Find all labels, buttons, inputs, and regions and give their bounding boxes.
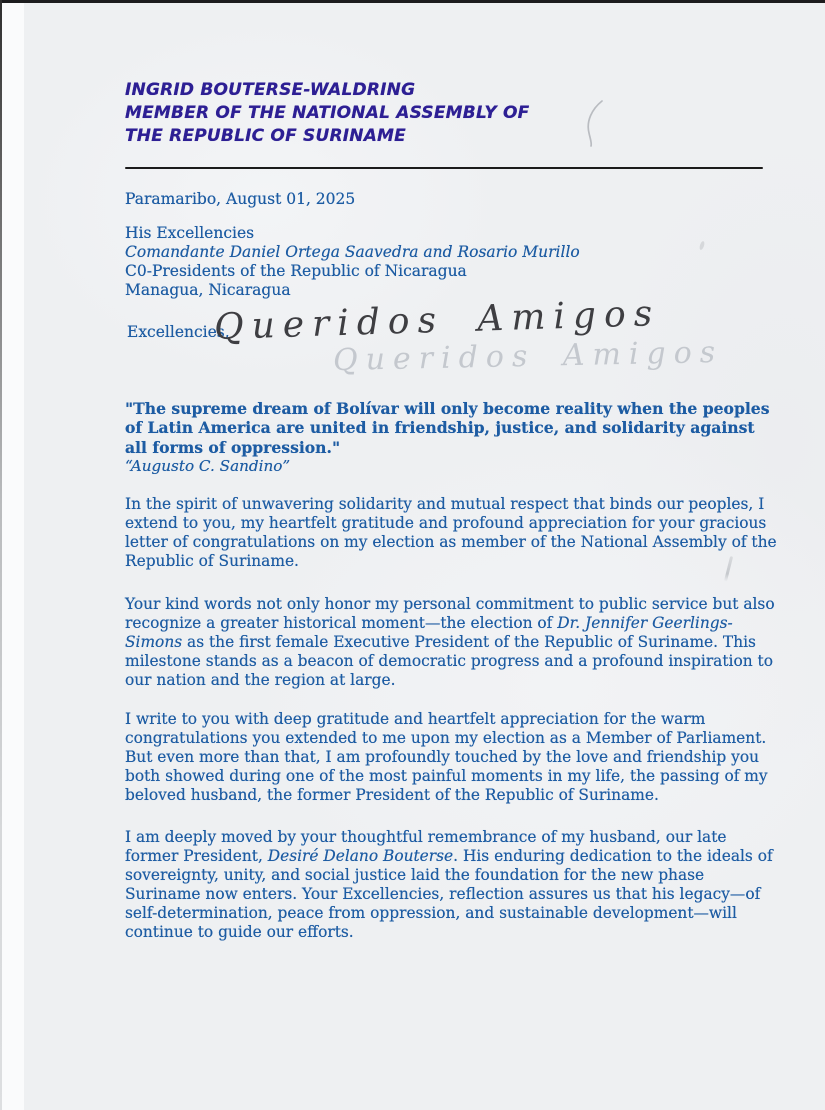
scan-speck bbox=[699, 241, 706, 251]
recipient-line: C0-Presidents of the Republic of Nicaragua bbox=[125, 262, 467, 280]
body-paragraph: I am deeply moved by your thoughtful remembrance of my husband, our late former President, Desiré Delano Bouterse. His enduring dedication to the ideals of sovereignty, unity, and social justice laid the foundation for the new phase Suriname now enters. Your Excellencies, reflection assures us that his legacy—of self-determination, peace from oppression, and sustainable development—will continue to guide our efforts. bbox=[125, 828, 773, 941]
recipient-line: Comandante Daniel Ortega Saavedra and Rosario Murillo bbox=[125, 243, 580, 261]
recipient-line: His Excellencies bbox=[125, 224, 255, 242]
scan-left-margin-strip bbox=[2, 3, 24, 1110]
pencil-stroke-mark bbox=[572, 97, 616, 149]
quote-text: "The supreme dream of Bolívar will only become reality when the peoples of Latin America are united in friendship, justice, and solidarity against all forms of oppression." bbox=[125, 399, 770, 457]
quote-block bbox=[125, 399, 779, 477]
recipient-block bbox=[125, 224, 580, 300]
handwritten-greeting-ghost: Queridos Amigos bbox=[332, 334, 724, 379]
letterhead-title-line: MEMBER OF THE NATIONAL ASSEMBLY OF bbox=[125, 103, 530, 123]
body-paragraph: Your kind words not only honor my personal commitment to public service but also recognize a greater historical moment—the election of Dr. Jennifer Geerlings-Simons as the first female Executive President of the Republic of Suriname. This milestone stands as a beacon of democratic progress and a profound inspiration to our nation and the region at large. bbox=[125, 595, 775, 689]
body-paragraph: In the spirit of unwavering solidarity and mutual respect that binds our peoples, I extend to you, my heartfelt gratitude and profound appreciation for your gracious letter of congratulations on my election as member of the National Assembly of the Republic of Suriname. bbox=[125, 495, 777, 570]
salutation: Excellencies, bbox=[127, 323, 230, 341]
recipient-line: Managua, Nicaragua bbox=[125, 281, 291, 299]
letterhead bbox=[125, 79, 529, 148]
body-paragraph: I write to you with deep gratitude and heartfelt appreciation for the warm congratulations you extended to me upon my election as a Member of Parliament. But even more than that, I am profoundly touched by the love and friendship you both showed during one of the most painful moments in my life, the passing of my beloved husband, the former President of the Republic of Suriname. bbox=[125, 710, 768, 804]
letterhead-name: INGRID BOUTERSE-WALDRING bbox=[125, 80, 416, 100]
letterhead-title-line: THE REPUBLIC OF SURINAME bbox=[125, 126, 406, 146]
date-line: Paramaribo, August 01, 2025 bbox=[125, 190, 356, 208]
handwritten-greeting: Queridos Amigos bbox=[213, 293, 661, 348]
letterhead-divider-line bbox=[125, 167, 763, 169]
scan-edge-top bbox=[0, 0, 825, 3]
quote-attribution: “Augusto C. Sandino” bbox=[125, 457, 291, 476]
